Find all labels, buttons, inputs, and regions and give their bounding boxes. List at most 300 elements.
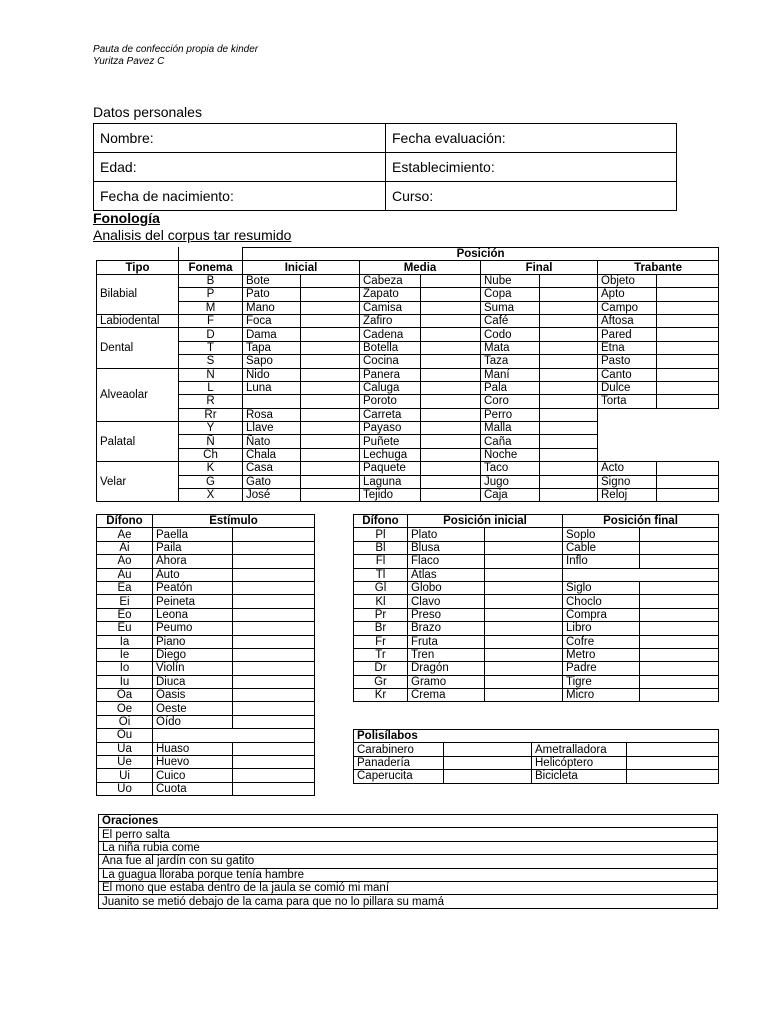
response-cell	[640, 608, 719, 621]
diphone-cell: Ai	[97, 541, 153, 554]
diphone-cell: Kl	[354, 595, 408, 608]
stimulus-word-cell: Tapa	[243, 341, 301, 354]
diphone-cell: Ua	[97, 742, 153, 755]
stimulus-word-cell: Nube	[481, 274, 540, 287]
response-cell	[233, 689, 315, 702]
stimulus-word-cell: Canto	[598, 368, 657, 381]
phoneme-row	[97, 355, 719, 368]
response-cell	[485, 648, 563, 661]
response-cell	[485, 595, 563, 608]
vowel-diphone-row	[97, 581, 315, 594]
initial-position-word-cell: Globo	[408, 581, 485, 594]
phoneme-type-cell: Palatal	[97, 422, 179, 462]
stimulus-word-cell: Signo	[598, 475, 657, 488]
initial-position-word-cell: Tren	[408, 648, 485, 661]
response-cell	[485, 581, 563, 594]
phoneme-cell: S	[179, 355, 243, 368]
final-position-word-cell: Tigre	[563, 675, 640, 688]
response-cell	[657, 475, 719, 488]
consonant-diphone-row	[354, 568, 719, 581]
vowel-diphone-row	[97, 568, 315, 581]
response-cell	[444, 770, 532, 783]
personal-data-title: Datos personales	[93, 104, 202, 120]
stimulus-word-cell: Noche	[481, 448, 540, 461]
polysyllable-word-cell: Ametralladora	[532, 743, 627, 756]
response-cell	[485, 541, 563, 554]
initial-position-word-cell: Fruta	[408, 635, 485, 648]
diphone-cell: Uo	[97, 782, 153, 795]
polysyllable-word-cell: Carabinero	[354, 743, 444, 756]
response-cell	[540, 395, 598, 408]
response-cell	[233, 541, 315, 554]
stimulus-word-cell: Maní	[481, 368, 540, 381]
stimulus-word-cell: Peineta	[153, 595, 233, 608]
initial-position-word-cell: Flaco	[408, 555, 485, 568]
stimulus-word-cell: Botella	[360, 341, 421, 354]
response-cell	[657, 288, 719, 301]
response-cell	[233, 608, 315, 621]
diphone-cell: Ie	[97, 648, 153, 661]
stimulus-word-cell: Lechuga	[360, 448, 421, 461]
stimulus-word-cell: Cadena	[360, 328, 421, 341]
response-cell	[627, 743, 719, 756]
initial-position-word-cell: Preso	[408, 608, 485, 621]
response-cell	[233, 662, 315, 675]
response-cell	[421, 475, 481, 488]
response-cell	[540, 489, 598, 502]
response-cell	[540, 288, 598, 301]
sentence-cell: Ana fue al jardín con su gatito	[99, 855, 718, 868]
initial-position-word-cell: Brazo	[408, 622, 485, 635]
response-cell	[444, 756, 532, 769]
response-cell	[233, 782, 315, 795]
response-cell	[627, 756, 719, 769]
response-cell	[421, 341, 481, 354]
response-cell	[301, 475, 360, 488]
response-cell	[301, 368, 360, 381]
stimulus-word-cell: Dulce	[598, 381, 657, 394]
vowel-diphone-row	[97, 528, 315, 541]
empty-corner	[179, 248, 243, 261]
response-cell	[540, 381, 598, 394]
phoneme-row	[97, 395, 719, 408]
diphone-cell: Ou	[97, 729, 153, 742]
response-cell	[540, 328, 598, 341]
final-position-word-cell: Siglo	[563, 581, 640, 594]
response-cell	[301, 314, 360, 327]
stimulus-word-cell: José	[243, 489, 301, 502]
response-cell	[485, 635, 563, 648]
personal-field-label: Curso:	[386, 182, 677, 211]
polysyllable-table	[353, 729, 719, 784]
stimulus-word-cell: Caña	[481, 435, 540, 448]
stimulus-word-cell: Pato	[243, 288, 301, 301]
stimulus-word-cell: Oído	[153, 715, 233, 728]
stimulus-word-cell: Auto	[153, 568, 233, 581]
empty-corner	[97, 248, 179, 261]
response-cell	[657, 462, 719, 475]
diphone-cell: Dr	[354, 662, 408, 675]
response-cell	[301, 489, 360, 502]
final-position-word-cell: Libro	[563, 622, 640, 635]
response-cell	[540, 435, 598, 448]
diphone-cell: Oa	[97, 689, 153, 702]
diphone-cell: Io	[97, 662, 153, 675]
phoneme-type-cell: Labiodental	[97, 314, 179, 327]
stimulus-word-cell: Puñete	[360, 435, 421, 448]
personal-data-row	[94, 153, 677, 182]
sentence-row	[99, 881, 718, 894]
stimulus-word-cell: Aftosa	[598, 314, 657, 327]
vowel-diphone-row	[97, 608, 315, 621]
consonant-diphone-row	[354, 581, 719, 594]
phoneme-cell: N	[179, 368, 243, 381]
stimulus-word-cell: Piano	[153, 635, 233, 648]
vowel-diphone-row	[97, 782, 315, 795]
consonant-diphone-row	[354, 608, 719, 621]
stimulus-word-cell: Paila	[153, 541, 233, 554]
stimulus-word-cell: Perro	[481, 408, 540, 421]
consonant-diphone-row	[354, 595, 719, 608]
response-cell	[627, 770, 719, 783]
col-header-posicion-final: Posición final	[563, 515, 719, 528]
response-cell	[421, 355, 481, 368]
col-header-difono: Dífono	[354, 515, 408, 528]
stimulus-word-cell: Peumo	[153, 622, 233, 635]
stimulus-word-cell: Cuota	[153, 782, 233, 795]
personal-field-label: Fecha evaluación:	[386, 124, 677, 153]
stimulus-word-cell: Laguna	[360, 475, 421, 488]
response-cell	[301, 422, 360, 435]
response-cell	[485, 675, 563, 688]
stimulus-word-cell: Etna	[598, 341, 657, 354]
response-cell	[657, 314, 719, 327]
stimulus-word-cell: Nido	[243, 368, 301, 381]
col-header-estimulo: Estímulo	[153, 515, 315, 528]
fonologia-title: Fonología	[93, 210, 160, 226]
initial-position-word-cell: Atlas	[408, 568, 485, 581]
response-cell	[421, 448, 481, 461]
phoneme-type-cell: Velar	[97, 462, 179, 502]
diphone-cell: Fr	[354, 635, 408, 648]
stimulus-word-cell: Reloj	[598, 489, 657, 502]
response-cell	[233, 581, 315, 594]
phoneme-type-cell: Alveaolar	[97, 368, 179, 422]
response-cell	[640, 662, 719, 675]
response-cell	[421, 489, 481, 502]
response-cell	[657, 381, 719, 394]
response-cell	[657, 328, 719, 341]
phoneme-row	[97, 288, 719, 301]
stimulus-word-cell: Diuca	[153, 675, 233, 688]
sentences-title: Oraciones	[99, 815, 718, 828]
diphone-cell: Eo	[97, 608, 153, 621]
response-cell	[540, 301, 598, 314]
phoneme-row	[97, 301, 719, 314]
response-cell	[444, 743, 532, 756]
consonant-diphone-row	[354, 555, 719, 568]
stimulus-word-cell: Café	[481, 314, 540, 327]
col-header-inicial: Inicial	[243, 261, 360, 274]
response-cell	[640, 675, 719, 688]
sentence-cell: La guagua lloraba porque tenía hambre	[99, 868, 718, 881]
vowel-diphone-row	[97, 662, 315, 675]
final-position-word-cell: Micro	[563, 689, 640, 702]
sentence-cell: El mono que estaba dentro de la jaula se comió mi maní	[99, 881, 718, 894]
response-cell	[421, 422, 481, 435]
stimulus-word-cell: Casa	[243, 462, 301, 475]
phoneme-row	[97, 368, 719, 381]
sentences-table	[98, 814, 718, 909]
response-cell	[233, 648, 315, 661]
stimulus-word-cell: Llave	[243, 422, 301, 435]
response-cell	[540, 408, 598, 421]
response-cell	[540, 368, 598, 381]
empty-cell	[598, 435, 657, 448]
personal-data-row	[94, 182, 677, 211]
response-cell	[421, 274, 481, 287]
response-cell	[640, 555, 719, 568]
response-cell	[301, 381, 360, 394]
vowel-diphone-row	[97, 622, 315, 635]
stimulus-word-cell: Jugo	[481, 475, 540, 488]
sentence-row	[99, 868, 718, 881]
response-cell	[540, 355, 598, 368]
response-cell	[657, 368, 719, 381]
vowel-diphone-row	[97, 555, 315, 568]
vowel-diphone-row	[97, 541, 315, 554]
stimulus-word-cell: Pala	[481, 381, 540, 394]
vowel-diphone-row	[97, 729, 315, 742]
response-cell	[540, 314, 598, 327]
diphone-cell: Au	[97, 568, 153, 581]
stimulus-word-cell	[243, 395, 301, 408]
personal-field-label: Establecimiento:	[386, 153, 677, 182]
polysyllable-word-cell: Caperucita	[354, 770, 444, 783]
polysyllable-word-cell: Bicicleta	[532, 770, 627, 783]
initial-position-word-cell: Clavo	[408, 595, 485, 608]
polysyllable-title: Polisílabos	[354, 730, 719, 743]
stimulus-word-cell: Taco	[481, 462, 540, 475]
consonant-diphone-row	[354, 541, 719, 554]
response-cell	[301, 435, 360, 448]
vowel-diphone-row	[97, 702, 315, 715]
diphone-cell: Ue	[97, 756, 153, 769]
phoneme-cell: D	[179, 328, 243, 341]
phoneme-type-cell: Dental	[97, 328, 179, 368]
response-cell	[301, 462, 360, 475]
personal-data-row	[94, 124, 677, 153]
consonant-diphone-row	[354, 648, 719, 661]
empty-cell	[657, 408, 719, 421]
phoneme-cell: Y	[179, 422, 243, 435]
stimulus-word-cell: Zapato	[360, 288, 421, 301]
diphone-cell: Gl	[354, 581, 408, 594]
response-cell	[485, 528, 563, 541]
stimulus-word-cell: Taza	[481, 355, 540, 368]
col-header-difono: Dífono	[97, 515, 153, 528]
phoneme-cell: L	[179, 381, 243, 394]
vowel-diphone-row	[97, 675, 315, 688]
response-cell	[640, 595, 719, 608]
vowel-diphone-table	[96, 514, 315, 796]
stimulus-word-cell: Luna	[243, 381, 301, 394]
phoneme-cell: M	[179, 301, 243, 314]
stimulus-word-cell: Chala	[243, 448, 301, 461]
response-cell	[640, 528, 719, 541]
stimulus-word-cell: Apto	[598, 288, 657, 301]
diphone-cell: Ae	[97, 528, 153, 541]
diphone-cell: Ea	[97, 581, 153, 594]
response-cell	[540, 462, 598, 475]
initial-position-word-cell: Gramo	[408, 675, 485, 688]
stimulus-word-cell: Foca	[243, 314, 301, 327]
phoneme-cell: X	[179, 489, 243, 502]
vowel-diphone-row	[97, 769, 315, 782]
diphone-cell: Kr	[354, 689, 408, 702]
phoneme-row	[97, 408, 719, 421]
response-cell	[301, 448, 360, 461]
stimulus-word-cell: Violín	[153, 662, 233, 675]
response-cell	[421, 462, 481, 475]
stimulus-word-cell: Malla	[481, 422, 540, 435]
stimulus-word-cell: Ñato	[243, 435, 301, 448]
phoneme-row	[97, 489, 719, 502]
diphone-cell: Oi	[97, 715, 153, 728]
response-cell	[640, 541, 719, 554]
response-cell	[485, 689, 563, 702]
stimulus-word-cell: Ahora	[153, 555, 233, 568]
response-cell	[540, 448, 598, 461]
final-position-word-cell: Cable	[563, 541, 640, 554]
initial-position-word-cell: Dragón	[408, 662, 485, 675]
diphone-cell: Iu	[97, 675, 153, 688]
stimulus-word-cell: Pared	[598, 328, 657, 341]
stimulus-word-cell: Mano	[243, 301, 301, 314]
phoneme-row	[97, 381, 719, 394]
empty-cell	[657, 422, 719, 435]
diphone-cell: Br	[354, 622, 408, 635]
consonant-diphone-row	[354, 689, 719, 702]
stimulus-word-cell: Gato	[243, 475, 301, 488]
response-cell	[233, 742, 315, 755]
col-header-posicion-inicial: Posición inicial	[408, 515, 563, 528]
diphone-cell: Tl	[354, 568, 408, 581]
response-cell	[640, 581, 719, 594]
stimulus-word-cell: Peatón	[153, 581, 233, 594]
personal-field-label: Nombre:	[94, 124, 386, 153]
stimulus-word-cell: Panera	[360, 368, 421, 381]
vowel-diphone-row	[97, 689, 315, 702]
response-cell	[657, 355, 719, 368]
sentence-row	[99, 895, 718, 908]
initial-position-word-cell: Crema	[408, 689, 485, 702]
empty-cell	[153, 729, 315, 742]
diphone-cell: Eu	[97, 622, 153, 635]
phoneme-cell: Ñ	[179, 435, 243, 448]
response-cell	[301, 395, 360, 408]
polysyllable-word-cell: Helicóptero	[532, 756, 627, 769]
response-cell	[421, 301, 481, 314]
polysyllable-row	[354, 743, 719, 756]
phoneme-row	[97, 328, 719, 341]
sentence-row	[99, 828, 718, 841]
polysyllable-row	[354, 770, 719, 783]
consonant-diphone-row	[354, 662, 719, 675]
empty-cell	[657, 435, 719, 448]
response-cell	[540, 422, 598, 435]
stimulus-word-cell: Paella	[153, 528, 233, 541]
stimulus-word-cell: Rosa	[243, 408, 301, 421]
response-cell	[233, 702, 315, 715]
phoneme-type-cell: Bilabial	[97, 274, 179, 314]
empty-cell	[598, 422, 657, 435]
document-header	[93, 44, 258, 68]
phoneme-row	[97, 448, 719, 461]
response-cell	[421, 368, 481, 381]
response-cell	[301, 408, 360, 421]
stimulus-word-cell: Acto	[598, 462, 657, 475]
header-line-2: Yuritza Pavez C	[93, 56, 165, 67]
response-cell	[301, 274, 360, 287]
response-cell	[233, 595, 315, 608]
phoneme-cell: T	[179, 341, 243, 354]
stimulus-word-cell: Payaso	[360, 422, 421, 435]
empty-cell	[563, 568, 719, 581]
diphone-cell: Oe	[97, 702, 153, 715]
response-cell	[421, 408, 481, 421]
stimulus-word-cell: Suma	[481, 301, 540, 314]
phoneme-row	[97, 314, 719, 327]
phoneme-cell: G	[179, 475, 243, 488]
polysyllable-word-cell: Panadería	[354, 756, 444, 769]
consonant-diphone-row	[354, 528, 719, 541]
diphone-cell: Gr	[354, 675, 408, 688]
stimulus-word-cell: Objeto	[598, 274, 657, 287]
diphone-cell: Ia	[97, 635, 153, 648]
stimulus-word-cell: Oasis	[153, 689, 233, 702]
response-cell	[301, 301, 360, 314]
response-cell	[421, 381, 481, 394]
sentence-row	[99, 855, 718, 868]
position-header: Posición	[243, 248, 719, 261]
personal-data-table	[93, 123, 677, 211]
final-position-word-cell: Inflo	[563, 555, 640, 568]
response-cell	[485, 568, 563, 581]
response-cell	[301, 355, 360, 368]
phoneme-row	[97, 475, 719, 488]
stimulus-word-cell: Mata	[481, 341, 540, 354]
col-header-final: Final	[481, 261, 598, 274]
vowel-diphone-row	[97, 635, 315, 648]
stimulus-word-cell: Paquete	[360, 462, 421, 475]
final-position-word-cell: Choclo	[563, 595, 640, 608]
col-header-tipo: Tipo	[97, 261, 179, 274]
response-cell	[301, 341, 360, 354]
response-cell	[657, 341, 719, 354]
col-header-fonema: Fonema	[179, 261, 243, 274]
stimulus-word-cell: Huaso	[153, 742, 233, 755]
diphone-cell: Pl	[354, 528, 408, 541]
stimulus-word-cell: Leona	[153, 608, 233, 621]
stimulus-word-cell: Campo	[598, 301, 657, 314]
response-cell	[657, 395, 719, 408]
response-cell	[421, 328, 481, 341]
diphone-cell: Pr	[354, 608, 408, 621]
sentence-row	[99, 841, 718, 854]
sentence-cell: Juanito se metió debajo de la cama para que no lo pillara su mamá	[99, 895, 718, 908]
diphone-cell: Ei	[97, 595, 153, 608]
